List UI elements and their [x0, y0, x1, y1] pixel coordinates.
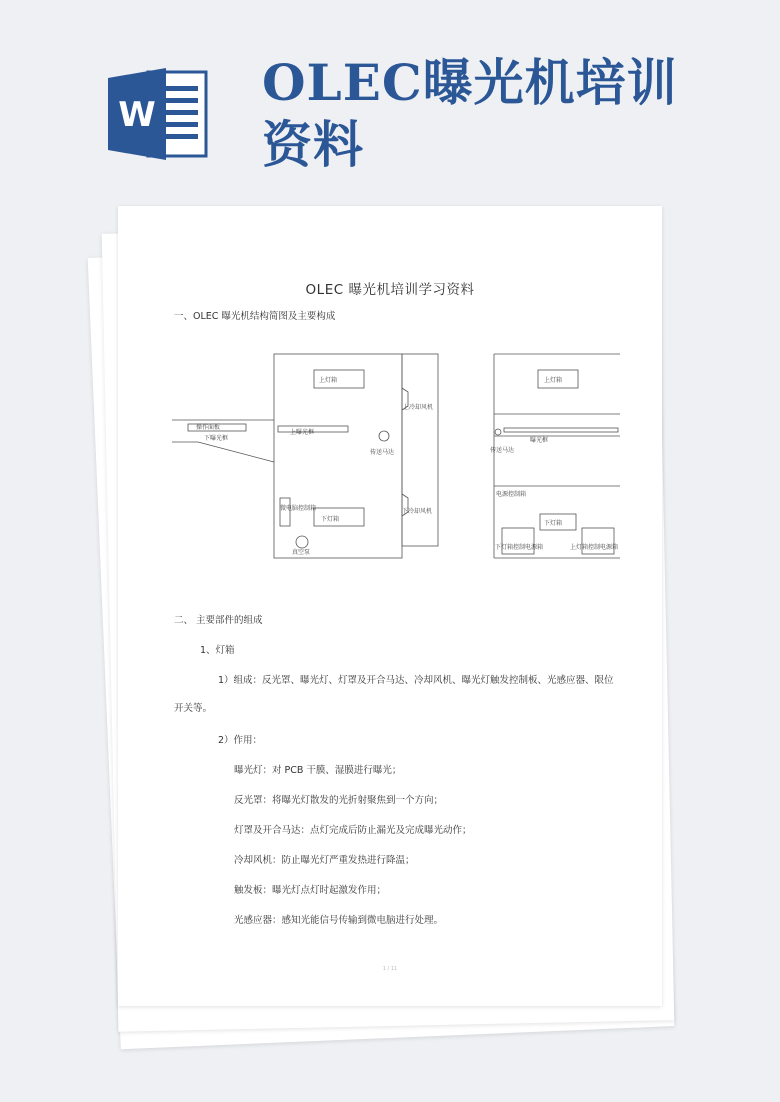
sub1-heading: 1、灯箱 [200, 645, 235, 656]
label-upper-lamp-control-box: 上灯箱控制电源箱 [570, 544, 619, 551]
label-vacuum-pump: 真空泵 [292, 549, 311, 556]
function-item: 灯罩及开合马达：点灯完成后防止漏光及完成曝光动作； [234, 825, 472, 836]
page-number: 1 / 11 [382, 966, 398, 972]
label-upper-lamp-box-front: 上灯箱 [544, 377, 563, 384]
section2-heading: 二、 主要部件的组成 [174, 615, 263, 626]
word-document-icon [108, 68, 208, 160]
label-transfer-motor-front: 传送马达 [490, 447, 515, 454]
label-lower-lamp-box: 下灯箱 [321, 516, 340, 523]
structure-diagram-side [168, 348, 448, 570]
item1-line1: 1）组成：反光罩、曝光灯、灯罩及开合马达、冷却风机、曝光灯触发控制板、光感应器、限位 [218, 675, 614, 686]
label-lower-lamp-control-box: 下灯箱控制电源箱 [495, 544, 544, 551]
label-transfer-motor: 传送马达 [370, 449, 395, 456]
function-item: 冷却风机：防止曝光灯严重发热进行降温； [234, 855, 415, 866]
function-item: 光感应器：感知光能信号传输到微电脑进行处理。 [234, 915, 444, 926]
structure-diagram-front [490, 348, 626, 570]
label-upper-cooling-fan: 上冷却风机 [403, 404, 434, 411]
item2-heading: 2）作用： [218, 735, 263, 746]
svg-text:W: W [118, 95, 156, 135]
function-item: 反光罩：将曝光灯散发的光折射聚焦到一个方向； [234, 795, 444, 806]
label-lower-lamp-box-front: 下灯箱 [544, 520, 563, 527]
label-operation-panel: 操作面板 [196, 424, 221, 431]
item1-line2: 开关等。 [174, 703, 213, 714]
label-electrical-control-box: 电源控制箱 [496, 491, 527, 498]
section1-heading: 一、OLEC 曝光机结构简图及主要构成 [174, 311, 336, 322]
banner-title: OLEC曝光机培训资料 [262, 53, 678, 174]
function-item: 触发板：曝光灯点灯时起激发作用； [234, 885, 387, 896]
document-title: OLEC 曝光机培训学习资料 [305, 282, 475, 298]
label-micro-control-box: 微电脑控制箱 [280, 505, 317, 512]
label-lower-cooling-fan: 下冷却风机 [402, 508, 433, 515]
document-page [118, 206, 662, 1006]
label-lower-exposure-frame: 下曝光框 [204, 435, 229, 442]
label-exposure-frame: 曝光框 [530, 437, 549, 444]
label-upper-lamp-box: 上灯箱 [319, 377, 338, 384]
label-upper-exposure-frame: 上曝光框 [290, 429, 315, 436]
function-item: 曝光灯：对 PCB 干膜、湿膜进行曝光； [234, 765, 402, 776]
